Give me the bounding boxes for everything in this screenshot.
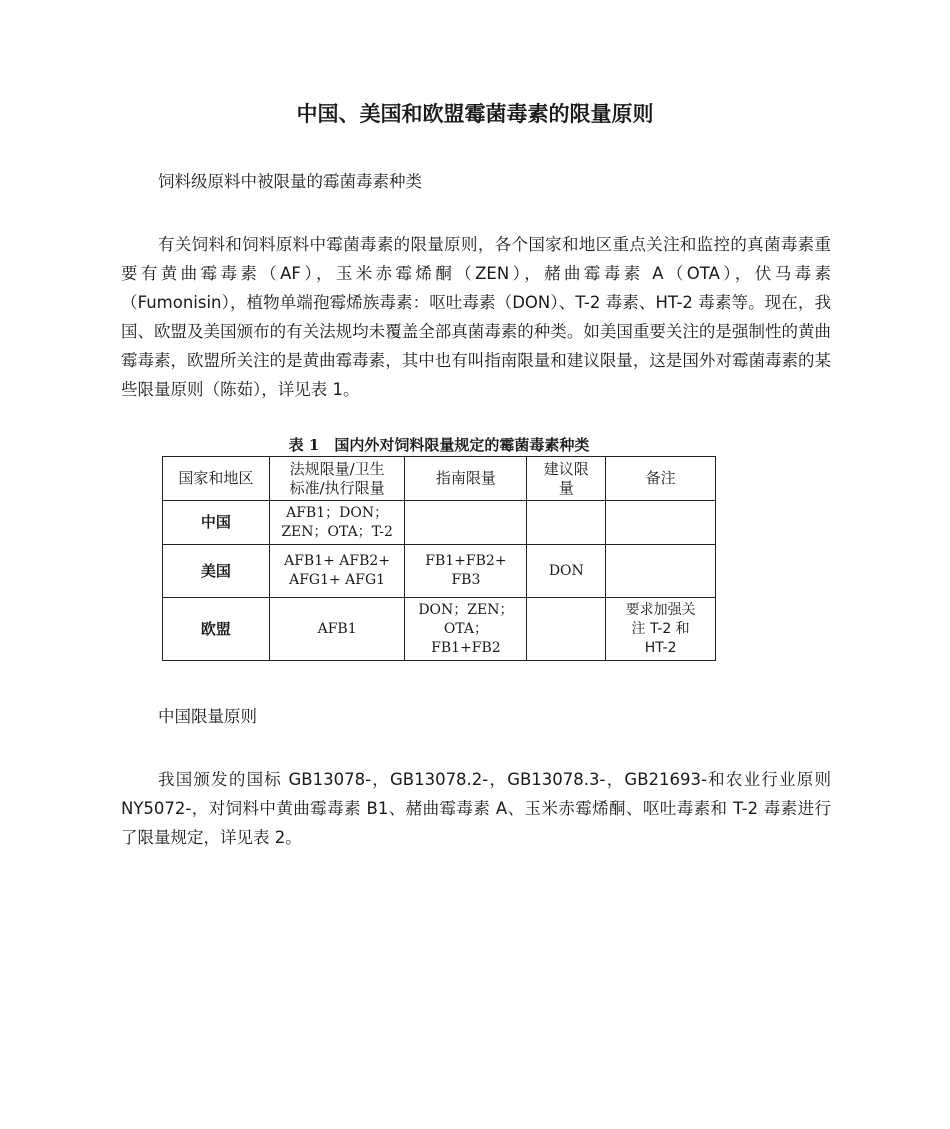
cell-regulation-china (269, 501, 405, 545)
cell-regulation-usa-line1: AFB1+ AFB2+ (284, 553, 391, 569)
cell-guide-usa-line1: FB1+FB2+ (425, 553, 507, 569)
cell-regulation-eu: AFB1 (269, 598, 405, 661)
table-row-eu (163, 598, 716, 661)
cell-suggest-china (527, 501, 606, 545)
cell-guide-eu-line3: FB1+FB2 (431, 639, 501, 656)
cell-note-eu (606, 598, 716, 661)
cell-guide-usa (405, 545, 527, 598)
header-note: 备注 (606, 457, 716, 501)
cell-regulation-usa-line2: AFG1+ AFG1 (289, 572, 386, 588)
table-header-row (163, 457, 716, 501)
table-caption: 表 1 国内外对饲料限量规定的霉菌毒素种类 (288, 436, 590, 454)
cell-regulation-usa (269, 545, 405, 598)
cell-note-eu-line2: 注 T-2 和 (631, 620, 690, 637)
section-heading-china-limits: 中国限量原则 (158, 707, 257, 726)
document-title: 中国、美国和欧盟霉菌毒素的限量原则 (296, 102, 654, 126)
cell-region-usa: 美国 (163, 545, 270, 598)
header-regulation-line1: 法规限量/卫生 (289, 459, 385, 478)
cell-suggest-eu (527, 598, 606, 661)
cell-guide-china (405, 501, 527, 545)
cell-suggest-usa: DON (527, 545, 606, 598)
cell-note-eu-line1: 要求加强关 (625, 601, 696, 618)
cell-note-usa (606, 545, 716, 598)
cell-guide-eu-line2: OTA； (443, 620, 488, 637)
paragraph-mycotoxin-overview: 有关饲料和饲料原料中霉菌毒素的限量原则，各个国家和地区重点关注和监控的真菌毒素重要有黄曲霉毒素（AF），玉米赤霉烯酮（ZEN），赭曲霉毒素 A（OTA），伏马毒素（Fumonisin），植物单端孢霉烯族毒素：呕吐毒素（DON）、T-2 毒素、HT-2 毒素等。现在，我国、欧盟及美国颁布的有关法规均未覆盖全部真菌毒素的种类。如美国重要关注的是强制性的黄曲霉毒素，欧盟所关注的是黄曲霉毒素，其中也有叫指南限量和建议限量，这是国外对霉菌毒素的某些限量原则（陈茹），详见表 1。 (121, 235, 831, 399)
header-regulation-line2: 标准/执行限量 (289, 478, 385, 497)
table-row-usa (163, 545, 716, 598)
header-suggest-line2: 量 (558, 478, 574, 497)
cell-note-china (606, 501, 716, 545)
cell-regulation-china-line1: AFB1；DON； (286, 504, 389, 521)
paragraph-china-standards: 我国颁发的国标 GB13078-，GB13078.2-，GB13078.3-，GB21693-和农业行业原则 NY5072-，对饲料中黄曲霉毒素 B1、赭曲霉毒素 A、玉米赤霉烯酮、呕吐毒素和 T-2 毒素进行了限量规定，详见表 2。 (121, 770, 831, 847)
section-heading-feed-mycotoxins: 饲料级原料中被限量的霉菌毒素种类 (158, 172, 422, 191)
cell-guide-usa-line2: FB3 (451, 572, 481, 588)
cell-guide-eu (405, 598, 527, 661)
mycotoxin-limit-table (162, 456, 716, 661)
cell-guide-eu-line1: DON；ZEN； (418, 601, 514, 618)
header-regulation-limit (269, 457, 405, 501)
header-guide-limit: 指南限量 (405, 457, 527, 501)
header-region: 国家和地区 (163, 457, 270, 501)
cell-region-china: 中国 (163, 501, 270, 545)
header-suggest-line1: 建议限 (543, 459, 589, 478)
header-suggested-limit (527, 457, 606, 501)
cell-region-eu: 欧盟 (163, 598, 270, 661)
cell-regulation-china-line2: ZEN；OTA；T-2 (281, 523, 393, 540)
table-row-china (163, 501, 716, 545)
cell-note-eu-line3: HT-2 (644, 639, 677, 656)
